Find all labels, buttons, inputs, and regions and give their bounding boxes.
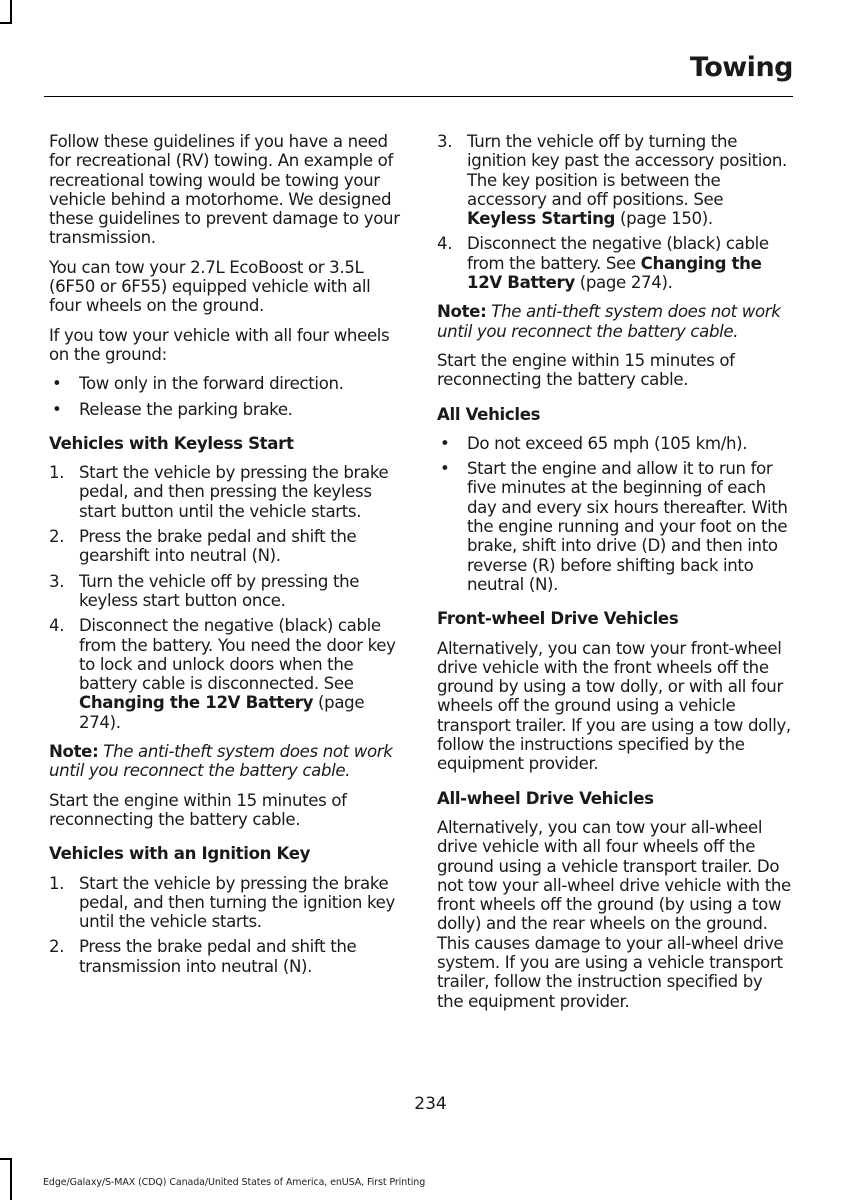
page-reference: (page 150).	[615, 209, 713, 229]
step-number: 3.	[49, 571, 65, 591]
list-item	[49, 527, 405, 566]
step-number: 4.	[49, 616, 65, 636]
list-item-text: Start the engine and allow it to run for five minutes at the beginning of each day and every six hours thereafter. With the engine running and your foot on the brake, shift into drive (D) and then into reverse (R) before shifting back into neutral (N).	[467, 459, 788, 594]
note-label: Note:	[49, 742, 99, 762]
keyless-steps	[49, 463, 405, 732]
start-engine-paragraph: Start the engine within 15 minutes of reconnecting the battery cable.	[49, 790, 347, 829]
right-column	[437, 132, 793, 1021]
list-item-text: Release the parking brake.	[79, 399, 293, 419]
section-heading-all-vehicles: All Vehicles	[437, 404, 541, 424]
note-text: The anti-theft system does not work until you reconnect the battery cable.	[437, 302, 781, 341]
cross-reference-link[interactable]: Changing the 12V Battery	[467, 253, 762, 293]
cross-reference-link[interactable]: Changing the 12V Battery	[79, 693, 314, 713]
footer-text: Edge/Galaxy/S-MAX (CDQ) Canada/United States of America, enUSA, First Printing	[43, 1177, 426, 1188]
step-number: 3.	[437, 132, 453, 151]
bullet-marker: •	[52, 374, 62, 394]
step-number: 2.	[49, 527, 65, 547]
section-heading-keyless-start: Vehicles with Keyless Start	[49, 433, 294, 453]
section-heading-all-wheel-drive: All-wheel Drive Vehicles	[437, 788, 654, 808]
bullet-marker: •	[440, 433, 450, 453]
note	[49, 742, 405, 781]
list-item	[49, 874, 405, 932]
cross-reference-link[interactable]: Keyless Starting	[467, 209, 616, 229]
front-wheel-drive-paragraph: Alternatively, you can tow your front-wheel drive vehicle with the front wheels off the ground by using a tow dolly, or with all four wheels off the ground using a vehicle transport trailer. If you are using a tow dolly, follow the instructions specified by the equipment provider.	[437, 638, 791, 774]
left-column	[49, 132, 405, 986]
ignition-steps-continued	[437, 132, 793, 292]
list-item-text: Start the vehicle by pressing the brake pedal, and then turning the ignition key until the vehicle starts.	[79, 873, 396, 932]
all-wheel-drive-paragraph: Alternatively, you can tow your all-wheel drive vehicle with all four wheels off the ground using a vehicle transport trailer. Do not tow your all-wheel drive vehicle with the front wheels off the ground (by using a tow dolly) and the rear wheels on the ground. This causes damage to your all-wheel drive system. If you are using a vehicle transport trailer, follow the instruction specified by the equipment provider.	[437, 817, 791, 1011]
crop-mark	[10, 1158, 12, 1200]
page-title: Towing	[689, 52, 793, 83]
step-number: 4.	[437, 234, 453, 254]
tow-engines-paragraph: You can tow your 2.7L EcoBoost or 3.5L (6F50 or 6F55) equipped vehicle with all four wheels on the ground.	[49, 257, 371, 316]
list-item-text: Do not exceed 65 mph (105 km/h).	[467, 433, 748, 453]
list-item	[49, 937, 405, 976]
step-number: 2.	[49, 937, 65, 957]
list-item	[437, 434, 793, 453]
crop-mark	[0, 1158, 12, 1160]
step-number: 1.	[49, 873, 65, 893]
page-reference: (page 274).	[79, 693, 365, 732]
list-item-text: Disconnect the negative (black) cable from the battery. You need the door key to lock and unlock doors when the battery cable is disconnected. See	[79, 616, 396, 694]
list-item	[49, 572, 405, 611]
note-text: The anti-theft system does not work until you reconnect the battery cable.	[49, 742, 393, 781]
list-item	[49, 400, 405, 419]
ignition-steps	[49, 874, 405, 976]
list-item-text: Tow only in the forward direction.	[79, 374, 344, 394]
page-number: 234	[414, 1094, 447, 1114]
note	[437, 302, 793, 341]
four-wheels-lead: If you tow your vehicle with all four wheels on the ground:	[49, 325, 390, 364]
list-item-text: Turn the vehicle off by pressing the keyless start button once.	[79, 571, 360, 610]
four-wheels-list	[49, 374, 405, 419]
list-item	[437, 459, 793, 594]
list-item-text: Press the brake pedal and shift the gearshift into neutral (N).	[79, 527, 357, 566]
bullet-marker: •	[440, 459, 450, 479]
list-item-text: Press the brake pedal and shift the transmission into neutral (N).	[79, 937, 357, 976]
list-item-text: Start the vehicle by pressing the brake pedal, and then pressing the keyless start button until the vehicle starts.	[79, 463, 389, 521]
list-item	[49, 374, 405, 393]
start-engine-paragraph: Start the engine within 15 minutes of reconnecting the battery cable.	[437, 350, 735, 390]
note-label: Note:	[437, 302, 487, 322]
crop-mark	[0, 22, 12, 24]
header-divider	[44, 96, 793, 97]
list-item-text: Turn the vehicle off by turning the ignition key past the accessory position. The key position is between the accessory and off positions. See	[467, 132, 787, 209]
list-item	[49, 463, 405, 521]
list-item-text: Disconnect the negative (black) cable from the battery. See	[467, 234, 769, 273]
list-item	[49, 616, 405, 732]
crop-mark	[10, 0, 12, 24]
list-item	[437, 132, 793, 228]
section-heading-ignition-key: Vehicles with an Ignition Key	[49, 844, 311, 864]
page-reference: (page 274).	[574, 273, 673, 293]
list-item	[437, 234, 793, 292]
all-vehicles-list	[437, 434, 793, 594]
section-heading-front-wheel-drive: Front-wheel Drive Vehicles	[437, 609, 679, 629]
bullet-marker: •	[52, 399, 62, 419]
step-number: 1.	[49, 463, 65, 483]
intro-paragraph: Follow these guidelines if you have a need for recreational (RV) towing. An example of recreational towing would be towing your vehicle behind a motorhome. We designed these guidelines to prevent damage to your transmission.	[49, 132, 400, 248]
